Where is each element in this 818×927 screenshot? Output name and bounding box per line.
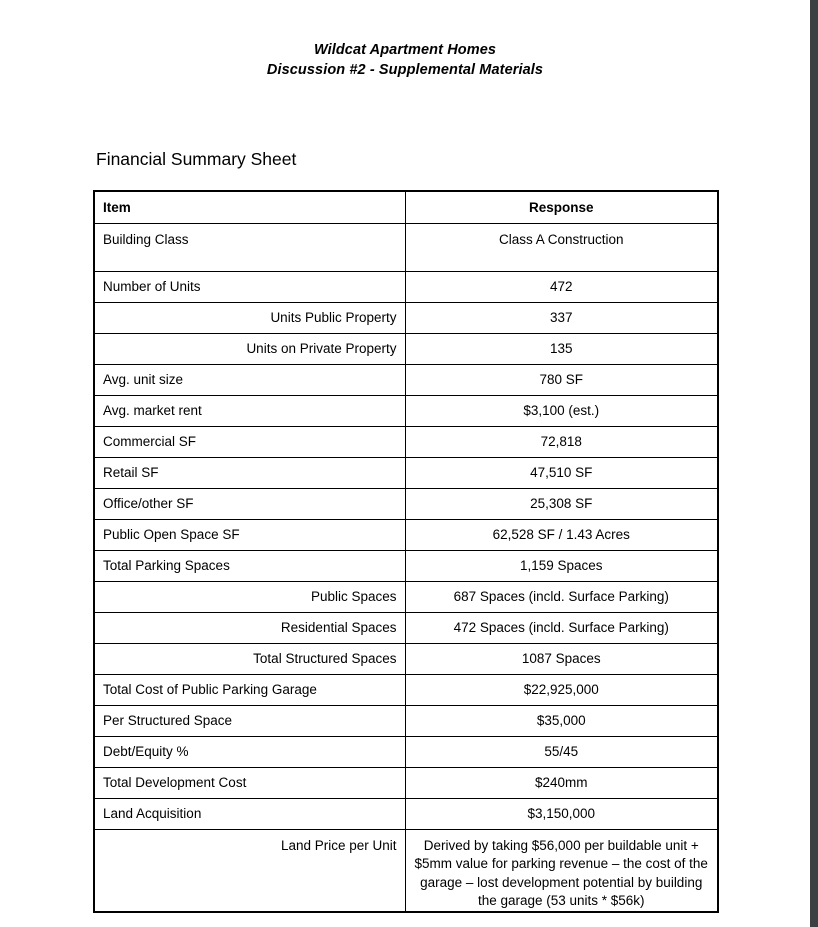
table-cell-response: 62,528 SF / 1.43 Acres (405, 519, 718, 550)
table-cell-response: 472 (405, 271, 718, 302)
table-cell-response: 780 SF (405, 364, 718, 395)
table-cell-response: $240mm (405, 767, 718, 798)
table-cell-item: Public Open Space SF (94, 519, 405, 550)
table-cell-item: Per Structured Space (94, 705, 405, 736)
column-header-response: Response (405, 191, 718, 223)
table-cell-item: Public Spaces (94, 581, 405, 612)
table-cell-item: Residential Spaces (94, 612, 405, 643)
table-cell-response: 25,308 SF (405, 488, 718, 519)
table-cell-response: Class A Construction (405, 223, 718, 271)
table-cell-item: Avg. market rent (94, 395, 405, 426)
table-cell-item: Building Class (94, 223, 405, 271)
table-cell-response: $35,000 (405, 705, 718, 736)
table-cell-response: 72,818 (405, 426, 718, 457)
table-cell-item: Units on Private Property (94, 333, 405, 364)
table-row (94, 519, 718, 550)
table-cell-response: 1,159 Spaces (405, 550, 718, 581)
table-cell-item: Units Public Property (94, 302, 405, 333)
table-row (94, 674, 718, 705)
table-cell-response: 337 (405, 302, 718, 333)
table-cell-item: Total Cost of Public Parking Garage (94, 674, 405, 705)
header-title-line-1: Wildcat Apartment Homes (313, 42, 497, 58)
table-cell-item: Number of Units (94, 271, 405, 302)
table-row (94, 705, 718, 736)
viewer-gutter (810, 0, 818, 927)
table-row (94, 333, 718, 364)
table-cell-response: Derived by taking $56,000 per buildable unit + $5mm value for parking revenue – the cost of the garage – lost development potential by building the garage (53 units * $56k) (405, 829, 718, 912)
table-cell-item: Debt/Equity % (94, 736, 405, 767)
table-cell-response: $3,100 (est.) (405, 395, 718, 426)
table-row (94, 271, 718, 302)
page-title: Financial Summary Sheet (96, 149, 297, 169)
table-cell-response: $22,925,000 (405, 674, 718, 705)
table-header (94, 191, 718, 223)
table-row (94, 736, 718, 767)
table-cell-item: Total Structured Spaces (94, 643, 405, 674)
table-row (94, 364, 718, 395)
table-row (94, 302, 718, 333)
document-header (0, 0, 810, 80)
table-cell-response: 135 (405, 333, 718, 364)
table-row (94, 223, 718, 271)
table-row (94, 550, 718, 581)
table-row (94, 612, 718, 643)
table-row (94, 457, 718, 488)
financial-summary-table (93, 190, 719, 913)
table-row (94, 581, 718, 612)
table-row (94, 395, 718, 426)
table-cell-item: Land Acquisition (94, 798, 405, 829)
table-row (94, 767, 718, 798)
table-cell-response: 472 Spaces (incld. Surface Parking) (405, 612, 718, 643)
table-header-row (94, 191, 718, 223)
table-cell-item: Office/other SF (94, 488, 405, 519)
table-cell-response: 47,510 SF (405, 457, 718, 488)
table-cell-response: 55/45 (405, 736, 718, 767)
table-cell-item: Total Parking Spaces (94, 550, 405, 581)
column-header-item: Item (94, 191, 405, 223)
table-cell-item: Land Price per Unit (94, 829, 405, 912)
table-cell-item: Total Development Cost (94, 767, 405, 798)
table-row (94, 488, 718, 519)
table-cell-item: Avg. unit size (94, 364, 405, 395)
table-body (94, 223, 718, 912)
table-row (94, 798, 718, 829)
table-cell-response: 687 Spaces (incld. Surface Parking) (405, 581, 718, 612)
table-row (94, 829, 718, 912)
table-cell-response: $3,150,000 (405, 798, 718, 829)
table-row (94, 426, 718, 457)
table-cell-item: Commercial SF (94, 426, 405, 457)
header-title-line-2: Discussion #2 - Supplemental Materials (266, 62, 544, 78)
table-cell-item: Retail SF (94, 457, 405, 488)
table-row (94, 643, 718, 674)
table-cell-response: 1087 Spaces (405, 643, 718, 674)
